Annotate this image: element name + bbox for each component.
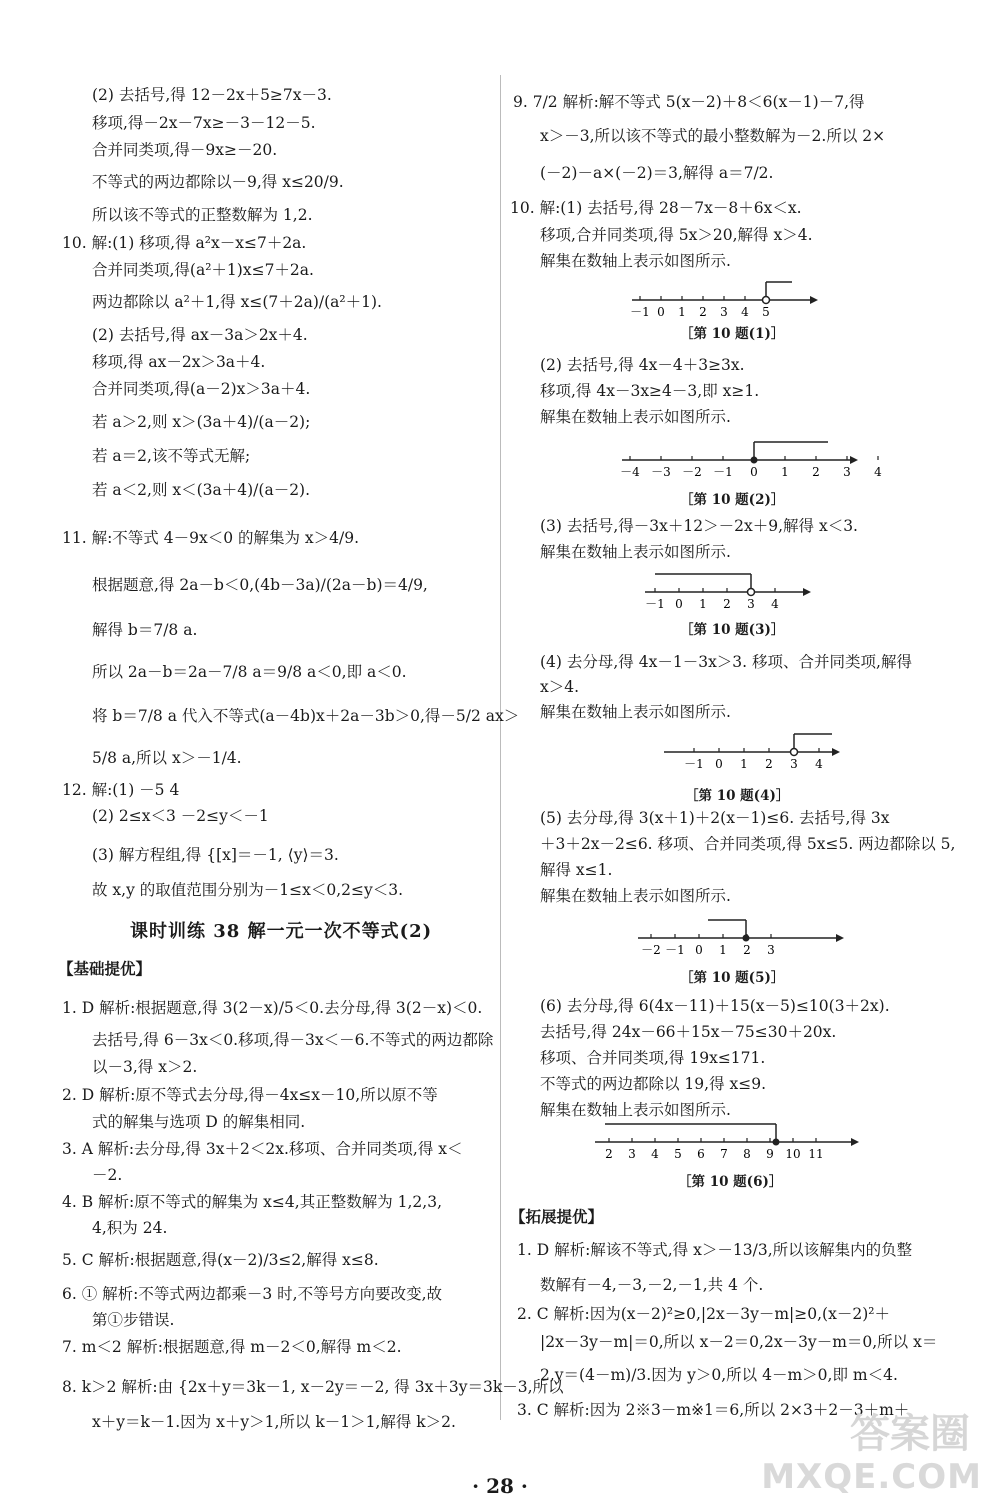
tick-label: 2 [743,943,751,957]
tick-label: 3 [720,305,728,319]
left-line: 移项,得 ax－2x＞3a＋4. [92,353,266,371]
left-line: 10. 解:(1) 移项,得 a²x－x≤7＋2a. [62,234,307,252]
tick-label: 3 [747,597,755,611]
left-line: 12. 解:(1) －5 4 [62,781,180,799]
tick-label: －1 [630,305,650,319]
left-line: 若 a＝2,该不等式无解; [92,447,251,465]
tick-label: 1 [719,943,727,957]
section-basic: 【基础提优】 [58,959,152,978]
right-line: 数解有－4,－3,－2,－1,共 4 个. [540,1276,764,1294]
column-divider [500,75,501,1420]
left-line: 解得 b＝7/8 a. [92,621,198,639]
tick-label: －2 [682,465,702,479]
left-line: 5/8 a,所以 x＞－1/4. [92,749,242,767]
right-line: 解集在数轴上表示如图所示. [540,1101,731,1119]
tick-label: 7 [720,1147,728,1161]
right-line: ＋3＋2x－2≤6. 移项、合并同类项,得 5x≤5. 两边都除以 5, [540,835,956,853]
right-line: 解集在数轴上表示如图所示. [540,408,731,426]
tick-label: 0 [715,757,723,771]
number-line-6 [593,1122,863,1162]
right-line: 解集在数轴上表示如图所示. [540,543,731,561]
left-line: 2. D 解析:原不等式去分母,得－4x≤x－10,所以原不等 [62,1086,438,1104]
number-line-5 [636,918,846,958]
right-line: 移项、合并同类项,得 19x≤171. [540,1049,766,1067]
right-line: (－2)－a×(－2)＝3,解得 a＝7/2. [540,164,774,182]
caption-10-2: ［第 10 题(2)］ [680,492,785,508]
left-line: 故 x,y 的取值范围分别为－1≤x＜0,2≤y＜3. [92,881,404,899]
right-line: 解得 x≤1. [540,861,613,879]
watermark-site: MXQE.COM [761,1457,982,1497]
left-line: 1. D 解析:根据题意,得 3(2－x)/5＜0.去分母,得 3(2－x)＜0. [62,999,483,1017]
tick-label: 0 [750,465,758,479]
tick-label: －1 [713,465,733,479]
tick-label: 6 [697,1147,705,1161]
left-line: 两边都除以 a²＋1,得 x≤(7＋2a)/(a²＋1). [92,293,382,311]
left-line: 移项,得－2x－7x≥－3－12－5. [92,114,316,132]
tick-label: 1 [781,465,789,479]
left-line: 去括号,得 6－3x＜0.移项,得－3x＜－6.不等式的两边都除 [92,1031,494,1049]
tick-label: 2 [765,757,773,771]
right-line: |2x－3y－m|＝0,所以 x－2＝0,2x－3y－m＝0,所以 x＝ [540,1333,938,1351]
left-line: －2. [92,1166,123,1184]
number-line-4 [662,732,842,772]
right-line: (5) 去分母,得 3(x＋1)＋2(x－1)≤6. 去括号,得 3x [540,809,890,827]
tick-label: 11 [808,1147,824,1161]
right-line: 解集在数轴上表示如图所示. [540,703,731,721]
tick-label: －3 [651,465,671,479]
tick-label: 4 [815,757,823,771]
left-line: x＋y＝k－1.因为 x＋y＞1,所以 k－1＞1,解得 k＞2. [92,1413,456,1431]
watermark-logo: 答案圈 [850,1411,970,1457]
tick-label: 2 [812,465,820,479]
tick-label: 3 [790,757,798,771]
tick-label: 8 [743,1147,751,1161]
left-line: (3) 解方程组,得 {[x]＝－1, ⟨y⟩＝3. [92,846,339,864]
tick-label: 0 [675,597,683,611]
tick-label: 0 [657,305,665,319]
tick-label: 5 [674,1147,682,1161]
left-line: 合并同类项,得(a²＋1)x≤7＋2a. [92,261,314,279]
left-line: (2) 去括号,得 ax－3a＞2x＋4. [92,326,308,344]
tick-label: 5 [762,305,770,319]
left-line: 5. C 解析:根据题意,得(x－2)/3≤2,解得 x≤8. [62,1251,379,1269]
tick-label: 4 [771,597,779,611]
left-line: 将 b＝7/8 a 代入不等式(a－4b)x＋2a－3b＞0,得－5/2 ax＞ [92,707,520,725]
right-line: (3) 去括号,得－3x＋12＞－2x＋9,解得 x＜3. [540,517,858,535]
tick-label: 2 [699,305,707,319]
left-line: 11. 解:不等式 4－9x＜0 的解集为 x＞4/9. [62,529,360,547]
left-line: 8. k＞2 解析:由 {2x＋y＝3k－1, x－2y＝－2, 得 3x＋3y＝3k－3,所以 [62,1378,564,1396]
caption-10-1: ［第 10 题(1)］ [680,326,785,342]
tick-label: 4 [741,305,749,319]
number-line-1 [630,280,820,320]
left-line: 以－3,得 x＞2. [92,1058,198,1076]
tick-label: 1 [740,757,748,771]
left-line: 若 a＜2,则 x＜(3a＋4)/(a－2). [92,481,311,499]
right-line: x＞4. [540,678,580,696]
right-line: 2,y＝(4－m)/3.因为 y＞0,所以 4－m＞0,即 m＜4. [540,1366,898,1384]
right-line: 不等式的两边都除以 19,得 x≤9. [540,1075,767,1093]
number-line-3 [643,572,813,612]
right-line: 9. 7/2 解析:解不等式 5(x－2)＋8＜6(x－1)－7,得 [513,93,865,111]
tick-label: 1 [678,305,686,319]
tick-label: 4 [874,465,882,479]
right-line: (2) 去括号,得 4x－4＋3≥3x. [540,356,745,374]
left-line: 4,积为 24. [92,1219,168,1237]
left-line: 4. B 解析:原不等式的解集为 x≤4,其正整数解为 1,2,3, [62,1193,442,1211]
right-line: 去括号,得 24x－66＋15x－75≤30＋20x. [540,1023,837,1041]
tick-label: 9 [766,1147,774,1161]
right-line: 解集在数轴上表示如图所示. [540,887,731,905]
caption-10-6: ［第 10 题(6)］ [678,1174,783,1190]
right-line: 1. D 解析:解该不等式,得 x＞－13/3,所以该解集内的负整 [517,1241,913,1259]
left-line: 所以该不等式的正整数解为 1,2. [92,206,313,224]
tick-label: 3 [767,943,775,957]
right-line: 解集在数轴上表示如图所示. [540,252,731,270]
right-line: x＞－3,所以该不等式的最小整数解为－2.所以 2× [540,127,886,145]
left-line: (2) 2≤x＜3 －2≤y＜－1 [92,807,269,825]
left-line: 第①步错误. [92,1311,175,1329]
left-line: 合并同类项,得－9x≥－20. [92,141,278,159]
tick-label: －1 [684,757,704,771]
tick-label: 2 [605,1147,613,1161]
tick-label: －2 [641,943,661,957]
right-line: 移项,合并同类项,得 5x＞20,解得 x＞4. [540,226,813,244]
caption-10-5: ［第 10 题(5)］ [680,970,785,986]
tick-label: 3 [628,1147,636,1161]
lesson-title: 课时训练 38 解一元一次不等式(2) [130,921,433,942]
tick-label: 2 [723,597,731,611]
caption-10-3: ［第 10 题(3)］ [680,622,785,638]
left-line: (2) 去括号,得 12－2x＋5≥7x－3. [92,86,332,104]
page-number: · 28 · [472,1474,528,1498]
tick-label: 1 [699,597,707,611]
left-line: 7. m＜2 解析:根据题意,得 m－2＜0,解得 m＜2. [62,1338,402,1356]
right-line: 移项,得 4x－3x≥4－3,即 x≥1. [540,382,760,400]
tick-label: －1 [645,597,665,611]
right-line: 2. C 解析:因为(x－2)²≥0,|2x－3y－m|≥0,(x－2)²＋ [517,1305,890,1323]
tick-label: －4 [620,465,640,479]
left-line: 式的解集与选项 D 的解集相同. [92,1113,306,1131]
left-line: 所以 2a－b＝2a－7/8 a＝9/8 a＜0,即 a＜0. [92,663,407,681]
left-line: 若 a＞2,则 x＞(3a＋4)/(a－2); [92,413,311,431]
left-line: 6. ① 解析:不等式两边都乘－3 时,不等号方向要改变,故 [62,1285,443,1303]
number-line-2 [620,440,882,480]
left-line: 根据题意,得 2a－b＜0,(4b－3a)/(2a－b)＝4/9, [92,576,428,594]
tick-label: 3 [843,465,851,479]
tick-label: 10 [785,1147,801,1161]
right-line: 3. C 解析:因为 2※3－m※1＝6,所以 2×3＋2－3＋m＋ [517,1401,910,1419]
section-extension: 【拓展提优】 [510,1207,604,1226]
right-line: 10. 解:(1) 去括号,得 28－7x－8＋6x＜x. [510,199,802,217]
caption-10-4: ［第 10 题(4)］ [685,788,790,804]
tick-label: 0 [695,943,703,957]
tick-label: 4 [651,1147,659,1161]
left-line: 合并同类项,得(a－2)x＞3a＋4. [92,380,311,398]
right-line: (6) 去分母,得 6(4x－11)＋15(x－5)≤10(3＋2x). [540,997,890,1015]
right-line: (4) 去分母,得 4x－1－3x＞3. 移项、合并同类项,解得 [540,653,912,671]
left-line: 3. A 解析:去分母,得 3x＋2＜2x.移项、合并同类项,得 x＜ [62,1140,463,1158]
tick-label: －1 [665,943,685,957]
left-line: 不等式的两边都除以－9,得 x≤20/9. [92,173,344,191]
